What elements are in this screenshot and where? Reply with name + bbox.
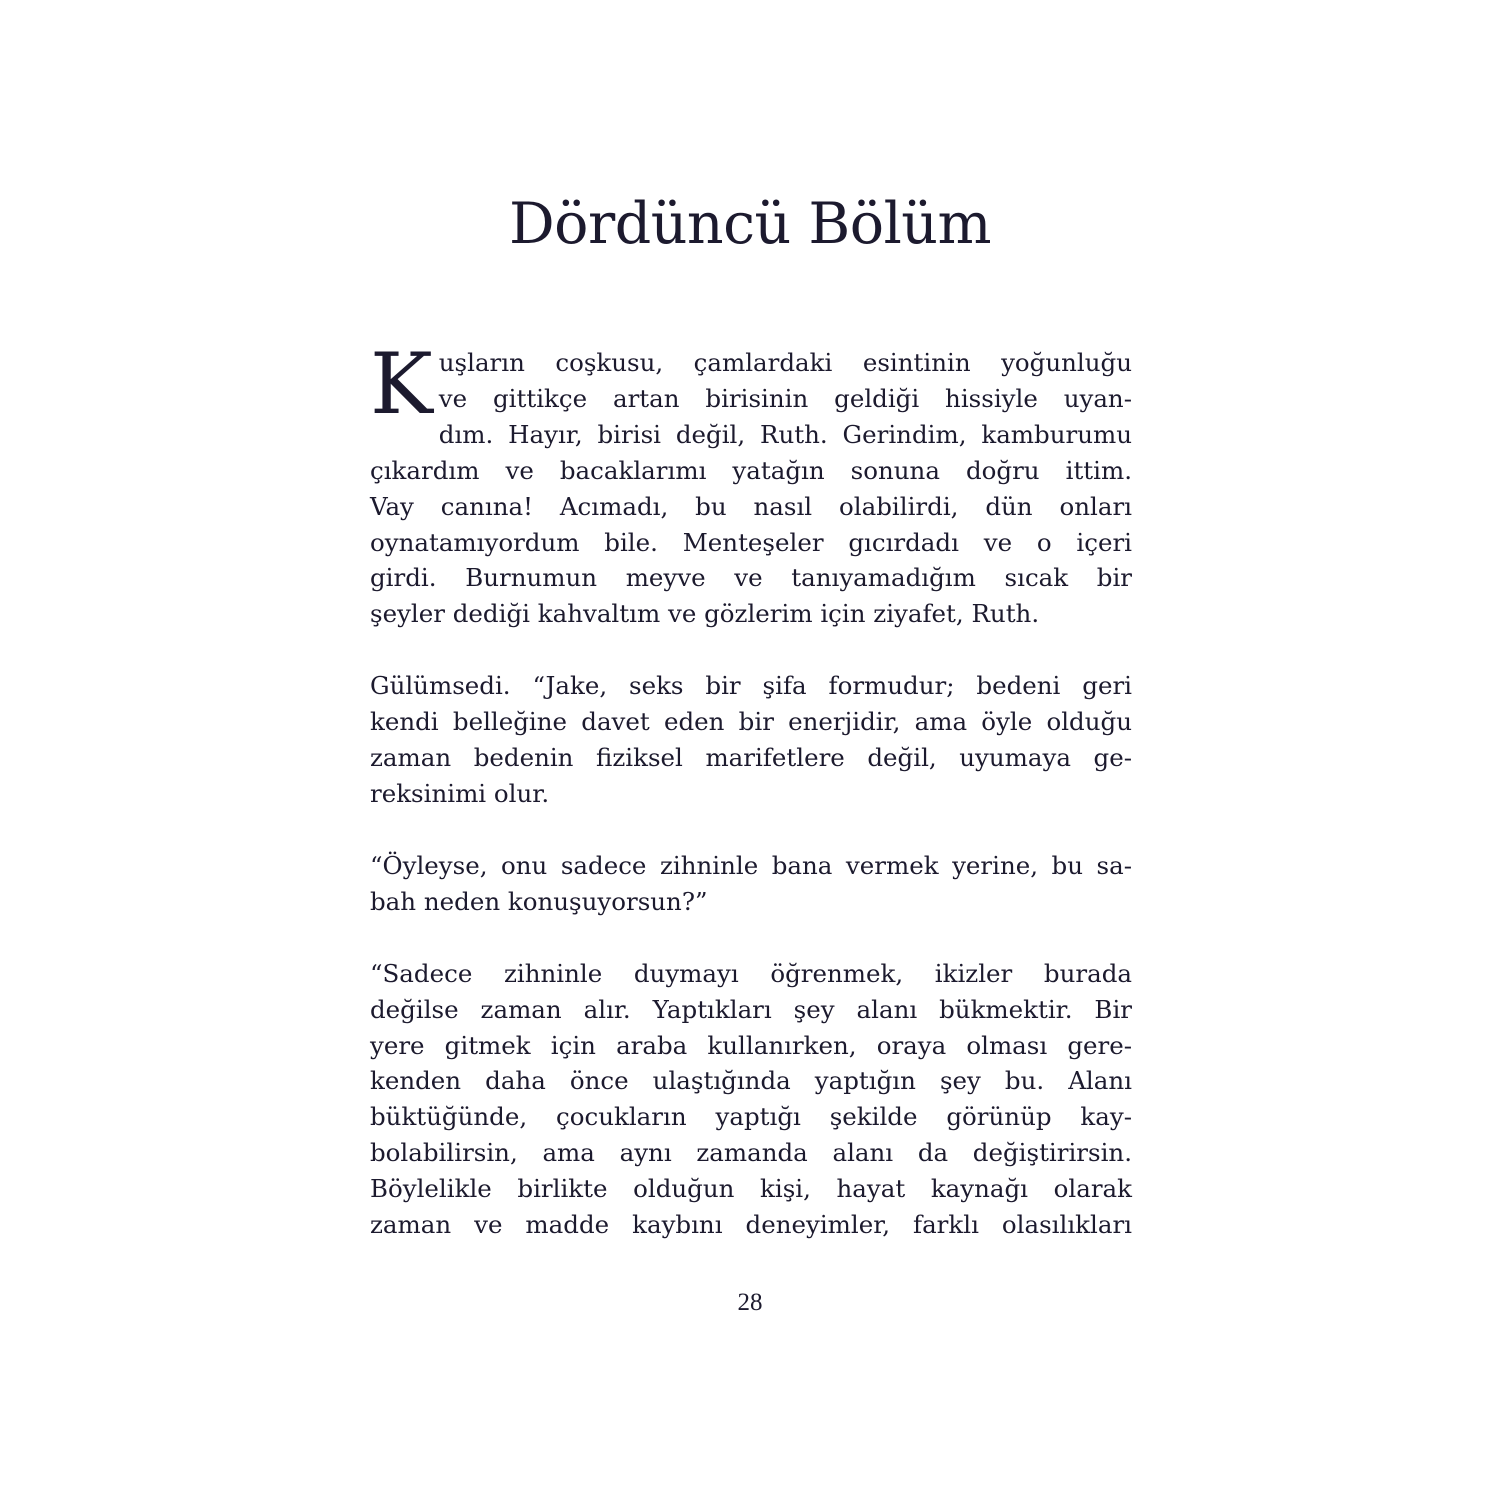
text-line: zaman ve madde kaybını deneyimler, farklı olasılıkları <box>370 1210 1132 1240</box>
text-line: çıkardım ve bacaklarımı yatağın sonuna doğru ittim. <box>370 455 1132 485</box>
text-line: şeyler dediği kahvaltım ve gözlerim için ziyafet, Ruth. <box>370 599 1040 629</box>
text-line: zaman bedenin fiziksel marifetlere değil, uyumaya ge- <box>370 743 1132 773</box>
text-line: yere gitmek için araba kullanırken, oraya olması gere- <box>370 1030 1132 1060</box>
text-line: değilse zaman alır. Yaptıkları şey alanı bükmektir. Bir <box>370 994 1132 1024</box>
text-line: bolabilirsin, ama aynı zamanda alanı da değiştirirsin. <box>370 1138 1132 1168</box>
drop-cap: K <box>370 335 433 433</box>
page-number: 28 <box>737 1289 763 1316</box>
text-line: bah neden konuşuyorsun?” <box>370 886 708 916</box>
text-line: “Öyleyse, onu sadece zihninle bana vermek yerine, bu sa- <box>370 850 1132 880</box>
text-line: ve gittikçe artan birisinin geldiği hissiyle uyan- <box>438 383 1132 413</box>
paragraph-3 <box>370 848 1132 920</box>
chapter-title: Dördüncü Bölüm <box>508 191 992 257</box>
chapter-body <box>370 335 1132 1279</box>
text-line: Gülümsedi. “Jake, seks bir şifa formudur; bedeni geri <box>370 671 1132 701</box>
paragraph-1 <box>370 335 1132 632</box>
text-line: “Sadece zihninle duymayı öğrenmek, ikizler burada <box>370 958 1132 988</box>
text-line: uşların coşkusu, çamlardaki esintinin yoğunluğu <box>438 348 1132 377</box>
text-line: dım. Hayır, birisi değil, Ruth. Gerindim, kamburumu <box>438 419 1132 449</box>
text-line: Böylelikle birlikte olduğun kişi, hayat kaynağı olarak <box>370 1174 1132 1204</box>
text-line: Vay canına! Acımadı, bu nasıl olabilirdi, dün onları <box>370 491 1132 521</box>
text-line: büktüğünde, çocukların yaptığı şekilde görünüp kay- <box>370 1102 1132 1132</box>
text-line: kenden daha önce ulaştığında yaptığın şey bu. Alanı <box>370 1066 1132 1096</box>
paragraph-2 <box>370 668 1132 812</box>
text-line: oynatamıyordum bile. Menteşeler gıcırdadı ve o içeri <box>370 527 1132 557</box>
text-line: girdi. Burnumun meyve ve tanıyamadığım sıcak bir <box>370 563 1132 593</box>
text-line: kendi belleğine davet eden bir enerjidir, ama öyle olduğu <box>370 707 1132 737</box>
text-line: reksinimi olur. <box>370 778 550 808</box>
paragraph-4 <box>370 956 1132 1243</box>
